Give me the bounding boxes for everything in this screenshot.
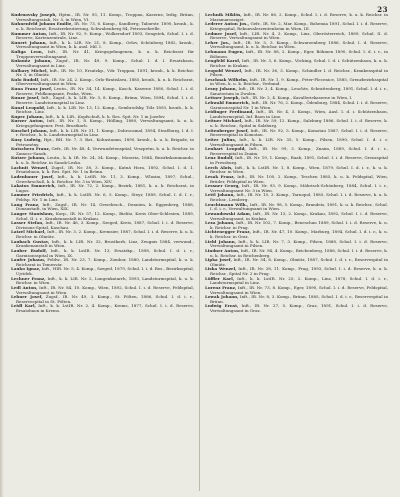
page-gutter-shadow [0,0,4,497]
entry-name: Leopold Wenzel, [205,67,243,73]
entry-details: Inft., IR. Nr. 3, 4. Komp., Leuchte, Schrattenberg, 1891, Schul. I. d. i. r., Sanatorium in Zwolen. [210,86,388,96]
entry-name: Lexa Johann, [205,220,235,226]
entry-details: Inft., IR. Nr. 28, 11. Komp., Prag, 1893, Schul. I. i. d. Reserve, k. u. k. Reichsr., Spital Nr. 2 in Prag. [210,266,388,276]
entry-name: Lechnik Miklós, [205,13,242,17]
entry-details: Inft., IR. Nr. 1, 9. Komp., Peter-Plecenice, 1885, Grenzbezirksspital in Wien, k. u. k. Reichsr., Verband. [210,76,388,87]
entry-name: Kurzer Anton, [11,118,45,124]
entry-name: Leuchtmann Wilh., [205,201,249,207]
entry-details: Inft., k. k. LIR. Nr. 31, 1. Komp., Dobrocamal, 1894, Straßburg, I. d. I. r. Reichsr., k. k. Landsturmspital in Linz. [16,127,194,138]
entry-details: Inft., IR. Nr. 99, 3. Komp., Znaim, 1889, Schul. I. d. i. r., Reservespital in Znaim. [210,146,388,156]
entry-name: Kudrnovsky Joseph, [11,13,57,17]
entry-details: Inft., IR. Nr. 94, 4. Komp., Reichenberg, 1886, Schul. I. i. d. Reserve, k. u. k. Reichsr. in Reichenberg. [210,247,388,258]
entry-name: Lachnit Wenzel, [11,164,49,170]
entry-name: Kuhnenfeld Johann Emilie, [11,21,73,27]
entry-details: Inft., Zugsf., k. k. LIR. Nr. 3, 8. Komp., Brünn, Wien, 1894, Schul. I. i. d. Reserve. Landsturmspital in Linz. [16,95,194,105]
entry-name: Kunert Johann, [11,39,47,45]
entry-details: Inft., IR. Nr. 88, 2. Komp., Eger, Böhmen 1890, Schul. I. d. i. r., in Böhmen. [210,49,388,59]
entry-name: Leidinger Ferdinand, [205,109,254,115]
entry-details: Leutn., IR. Nr. 34, 14. Komp., Kasch, Kaserne 1880, Schul. I. i. d. Reserve, Feldkompanie, Praha, Wien. [16,86,194,96]
entry-details: Inft., k. k. LstIR. Nr. 13, Ersatzkp., 1898, Schul. I. d. i. r., Garnisonsspital in Wien, IX. [16,247,194,258]
entry-name: Lesak Franz, [205,173,235,179]
entry-details: Inft., IR. Nr. 3, 2. Komp., Kremsier, 1887, Schul. I. i. d. Reserve, k. u. k. Reichsr. in Olmütz. [16,229,194,239]
entry-name: Lerch Alois, [205,164,233,170]
entry-name: Kulhavy Michel, [11,67,48,73]
page-number: 23 [377,5,388,14]
entry-name: Lindner Anton, [205,247,240,253]
entry-name: Lengfeld Karol, [205,58,241,64]
entry-name: Lenhart Leopold, [205,146,246,152]
entry-name: Kusy Ludwig, [11,136,42,142]
entry-details: Inft., IR. Nr. 3, 6. Komp., Vöcking, Schul. I. d. i. Schützenbaon, k. u. k. Reichsr. in Krakau. [210,58,388,68]
left-column [11,13,194,493]
entry-details: Inft., IR. Nr. 72, 2. Komp., Bezirk, 1881, k. u. k. Reichsrat, in Lugos. [16,183,194,193]
entry-name: Lessner Georg, [205,183,240,189]
entry-name: Kunze Josef, [11,95,40,101]
entry-name: Lettl Johann, [205,192,235,198]
entry-details: Feldw., IR. Nr. 23, 7. Komp., Zombor, 1880, Landsturmspital, k. u. k. Reichsrat in Temesvár. [16,257,194,267]
entry-details: Inft., k. k. LstIR. Nr. 25, 2. Komp., Linz, 1878, Schul. I. d. i. r., Landsturmspital in Linz. [210,275,388,286]
entry-details: Zugsf., IR. Nr. 49, 3. Komp., St. Pölten, 1886, Schul. I. d. i. r., Reservespital in St. Pölten. [16,294,194,304]
entry-name: Kuliga Leon, [11,49,44,54]
entry-name: Lowak Johann, [205,294,239,300]
entry-details: Inft., k. k. LIR. Nr. 2, Lungenkatarrh, 1893, Landsturmspital, k. u. k. Reichsr. in Wien. [16,275,194,286]
entry-details: Inft., HIR. Nr. 5, 4. Komp., Szeged, 1879, Schul. I. i. d. Res., Bezirksspital, Ujvidek. [16,266,194,276]
entry-name: Lederer Anton Jos., [205,21,250,27]
entry-name: Lichtenegger Franz, [205,229,251,235]
entry-details: Inft., IR. Nr. 102, 7. Komp., Beneschau 1889, Schul. I. i. d. Reserve, k. u. k. Reichsr. in Prag. [210,220,388,230]
entry-details: Inft., k. k. LIR. Nr. 21, 8. Komp., Orlov, Schönberg 1882, kronb., Verwaltungsamt in Wien, k. k. ausl. Mil. I. [16,39,194,50]
entry-details: Inft., k. k. LIR. Nr. 13, 12. Komp., Sembrodsky, Tölz 1893, kronb., k. k. Reichsr., Linz. [16,104,194,115]
entry-name: Lipka Josef, [205,257,232,263]
entry-name: Laufer Johann, [11,257,46,263]
entry-name: Lorenz Franz, [205,284,237,290]
entry-name: Löffler Karl, [205,275,235,281]
entry-details: Inft., IR. Nr. 5, 3. Komp., Schwarzenberg 1886, Schul. I. d. Reserve, Verwaltungsamt, k. u. k. Reichsr. in Wien. [210,39,388,50]
entry-name: Kutschera Franz, [11,146,51,152]
entry-details: Inft., k. k. LstIR. Nr. 11, 3. Komp., Wlasim, 1897, Schul., Gewehrschuß, k. k. Reichsr. Nr. 3 in Wien, XIV. [16,173,194,184]
entry-details: Inft., IR. Nr. 24, 2. Komp., Orlo-Bratislava, 1885, kronb., k. u. k. Reichsrat, Oberverwaltungsamt in Wien. [16,76,194,87]
entry-details: Inft., IR. Nr. 59, 12. Komp., Salzburg 1886, Schul. I. i. d. Reserve, k. u. k. Reichsr., Spital in Salzburg. [210,118,388,128]
entry-name: Lauber Rudolf, [11,247,48,253]
entry-name: Lammer Friedrich, [11,192,55,198]
list-item [11,304,194,313]
entry-details: Gefr., IR. Nr. 2, Mar. Komp., Bohemia 1891, Schul. I. i. d. Reserve, Kriegsspital, Rekonvaleszentenheim in Wien, III. [210,21,388,31]
entry-name: Leitenberger Josef, [205,127,249,133]
entry-name: Lenz Rudolf, [205,155,234,161]
entry-details: Inft., k. k. LIR., Kopfschuß, k. k. Res. Spit. Nr. 1 in Jozefov. [45,113,166,119]
entry-details: Leutn., k. k. IR. Nr. 24, 34. Komp., Moravia, 1884, Bezirkskommando, k. u. k. Reichsr. in Sanok-Lesko. [16,155,194,165]
entry-details: Inft., k. k. LstIR. Nr. 6, 5. Komp., Steyr, 1889, Schul. I. d. I. r., Feldsp. Nr. 1 in Linz. [16,192,194,202]
entry-name: Lewandowski Adam, [205,210,252,216]
entry-details: Inft., IR. Nr. 100, 2. Komp., Teschen 1885, k. u. k. Feldspital, Wien, Brüder, Feldspital in Wien. [210,173,388,184]
entry-name: Lehner Josef, [11,294,43,300]
entry-name: Ladenbauer Josef, [11,173,54,179]
list-item [205,304,388,313]
entry-name: Leitner Michael, [205,118,243,124]
entry-details: Inft., LIR. Nr. 4, 3. Komp., Linz, Oberösterreich, 1889, Schul. II. d. Reserve, Verwaltungsamt in Wien. [210,30,388,41]
entry-details: Inft., IR. Nr. 73, 8. Komp., Eger, 1890, Schul. I. i. d. Reserve, Feldspital, Verwaltungsamt in Wien. [210,284,388,295]
entry-details: Inft., IR. Nr. 41, Kriegsgefangenen, k. u. k. Reichsrat für Truppenverwaltungsamt. [16,49,194,59]
entry-name: Kunzl Leopold, [11,104,46,110]
entry-name: Lang Franz, [11,201,40,207]
entry-name: Kulo Rudolf, [11,76,40,82]
entry-details: Korp., IR. Nr. 57, 12. Komp., Bielitz, Kreis Ober-Schlesien, 1889, Schul. II. i. r., Krankenanstalt in Krakau. [16,210,194,221]
entry-details: Inft., k. k. LIR. Nr. 35, 5. Komp., Pilsen, 1890, Schul. I. d. i. r. Verwaltungsamt in Pilsen. [210,136,388,147]
entry-name: Kutzer Johann, [11,155,46,161]
entry-details: Inft., IR. Nr. 1, 8. Komp., Hülling, 1880, Verwaltungsamt, k. u. k. Kriegsgefangener, Pest, Brustkorb. [16,118,194,128]
entry-name: Leschnak Wilhelm, [205,76,249,82]
entry-name: Lehmann Eugen, [205,49,244,54]
entry-details: Gefr., IR. Nr. 48, 4. Verwundetenspital, Veszprém, k. u. k. Reichsr. in Zamosc-Sanok. [16,146,194,156]
entry-name: Lesny Johann, [205,86,238,91]
entry-details: Inft., IR. Nr. 36, 3. Komp., Schindler I. d. Reichsr., Krankenspital in Pilsen. [210,67,388,78]
entry-details: Hptm., IR. Nr. 93, 11. Komp., Troppau, Kaserne, ledig, Brünn, Verwaltungsstab, Nr. 5, in Wien, VI. [16,13,194,22]
entry-details: Inft., IR. Nr. 84, 10. Komp., Wien, 1892, Schul. I. i. d. Reserve, Feldspital, Verwaltungsamt in Wien. [16,284,194,295]
entry-name: Laubach Gustav, [11,238,50,244]
entry-name: Kukuntz Johann, [11,58,52,64]
right-column [205,13,388,493]
entry-details: Inft., k. k. LIR. Nr. 32, Brustkorb, Linz, Zeugnis 1884, verwund., Krankenanstalt in Wien. [16,238,194,249]
entry-name: Langer Stanislaus, [11,210,54,216]
entry-details: Inft., IR. Nr. 92, 5. Komp., Komotau 1887, Schul. I. i. d. Reserve, Reservespital in Komotau. [210,127,388,138]
entry-name: Ledl Anton, [11,284,38,290]
entry-details: Inft., IR. Nr. 19, 1. Komp., Raab, 1891, Schul. I. i. d. Reserve, Grenzspital in Pressburg. [210,155,388,165]
entry-name: Lakatos Emmerich, [11,183,56,189]
entry-details: Inft., k. k. LstIR. Nr. 2, 4. Komp., Krems, 1877, Schul. I. i. d. Reserve, Ersatzbaon in Krems. [16,303,194,313]
entry-name: Ledmer Josef, [205,30,238,36]
entry-details: Inft., IR. Nr. 47, 10. Komp., Marburg, 1894, Schul. I. d. i. r., k. u. k. Reichsr. in Graz. [210,229,388,239]
entry-details: Inft., IR. Nr. 86, 2. Komp., Schul. I. i. d. Reserve, k. u. k. Reichsr. in Maramarosziget. [210,13,388,22]
entry-details: Hpt., BH. Nr. 7, 3. Bat., Kohnstamm, 1890, kronb., k. u. k. Brigade, in Petrozsény. [16,136,194,147]
entry-details: Inft., IR. Nr. 92, 9. Komp., Wolkersdorf 1893, Sengstek, Schul. I. i. d. Reserve, Kartenzentrale, Linz. [16,30,194,41]
entry-details: Inft., IR. Nr. 98, 5. Komp., Brandeis, 1891, k. u. k. Reichsr., Schul. I. d. i. r., Verwaltungsamt in Wien. [210,201,388,212]
entry-details: Inft., Zugsf., IR. Nr. 14, Gewehrsch., Dennien, k. Eggenberg, 1888, Donaustadt, in Wien, XIX. [16,201,194,212]
entry-name: Lauko Ignaz, [11,266,41,272]
entry-name: Kupec Johann, [11,113,45,119]
entry-name: Liebl Johann, [205,238,237,244]
column-divider [199,13,200,491]
entry-details: Inft., IR. Nr. 13, 2. Komp., Krakau, 1892, Schul. I. i. d. Reserve, Verwaltungsamt, in Krakau. [210,210,388,221]
entry-name: Lasser Stefan, [11,220,44,226]
entry-details: Inft., IR. Nr. 93, 9. Komp., Mährisch-Schönberg, 1884, Schul. I. i. r., Verwaltungsamt Nr. 3 in Wien. [210,183,388,193]
entry-details: Inft., IR. Nr. 10, Ersatzkp., Vdr. Troppau, 1891, kronb., k. k. Reichsr. Nr. 3, in Olmütz. [16,67,194,78]
entry-details: Inft., IR. Nr. 27, 5. Komp., Graz, 1891, Schul. I. i. d. Reserve, Verwaltungsamt in Graz. [210,303,388,313]
entry-name: Lehwald Emmerich, [205,99,251,105]
entry-name: Lettner Joseph, [205,95,240,101]
entry-name: Leidl Karl, [11,303,36,309]
entry-name: Leher Jos., [205,39,231,45]
entry-name: Kuschel Johann, [11,127,49,133]
entry-name: Kuna Franz Josef, [11,86,53,91]
entry-details: Zugsf., IR. Nr. 49, 9. Komp., Schul. I. d. I. Ersatzbaon, Verwaltungsamt in Linz. [16,58,194,68]
entry-name: Leiter Julius, [205,136,237,142]
entry-details: Zugsf., IR. Nr. 38, 3. Komp., Kutná Hora, 1892, Schul. I. d. 1. Ersatzbaon, k. k. Res. Spit. Nr. 1 in Brünn. [16,164,194,175]
entry-name: Liska Wenzel, [205,266,237,272]
entry-name: Kummer Anton, [11,30,48,36]
entry-name: Latzel Michael, [11,229,46,235]
entry-details: Inft., k. k. LstIR. Nr. 1, 8. Komp., Wien, 1879, Schul. I. d. i. r., k. u. k. Reichsr. in Wien. [210,164,388,175]
entry-name: Ludwig Ernst, [205,303,239,309]
entry-name: Lechner Franz, [11,275,46,281]
entry-details: Inft., k. k. LIR. Nr. 7, 3. Komp., Pilsen, 1888, Schul. I. i. d. Reserve, Verwaltungsamt in Pilsen. [210,238,388,249]
entry-details: Inft., IR. Nr. 76, 2. Komp., Ödenburg, 1884, Schul. I. i. d. Reserve, Garnisonsspital Nr. 1 in Wien. [210,99,388,110]
entry-details: Inft., IR. Nr. 46, 3. Komp., Szeged, Kreis, 1887, Schul. I. i. d. Reserve, Divisions-Spital, Kaschau. [16,220,194,230]
entry-details: Inft., IR. Nr. 2, 4. Komp., Kavalleriekaserne in Wien, I. [241,95,353,101]
entry-details: Inft., IR. Nr. 15, 3. Komp., Tarnopol, 1885, Schul. I. i. d. Reserve, k. u. k. Reichsr., Lemberg. [210,192,388,202]
entry-details: Inft., IR. Nr. 54, 6. Komp., Olmütz, 1887, Schul. I. d. i. r., Reservespital in Olmütz. [210,257,388,267]
entry-details: Inft., IR. Nr. 4, 3. Komp., Wien, Ausl. I. d. i. Schützenbaon, Landsturmspital, Inf. Baon in Linz. [210,109,388,119]
entry-details: IR. Nr. 73, 6. Komp., Sandberg, Taborstr. 1890, kronb., k. u. k. Reichsrat, Ersatzrekrutierung, Schwabenberg 84, Petrossehrelle. [16,21,194,31]
entry-details: Inft., IR. Nr. 8, 3. Komp., Brünn, 1885, Schul. I. d. i. r., Reservespital in Brünn. [210,294,388,304]
